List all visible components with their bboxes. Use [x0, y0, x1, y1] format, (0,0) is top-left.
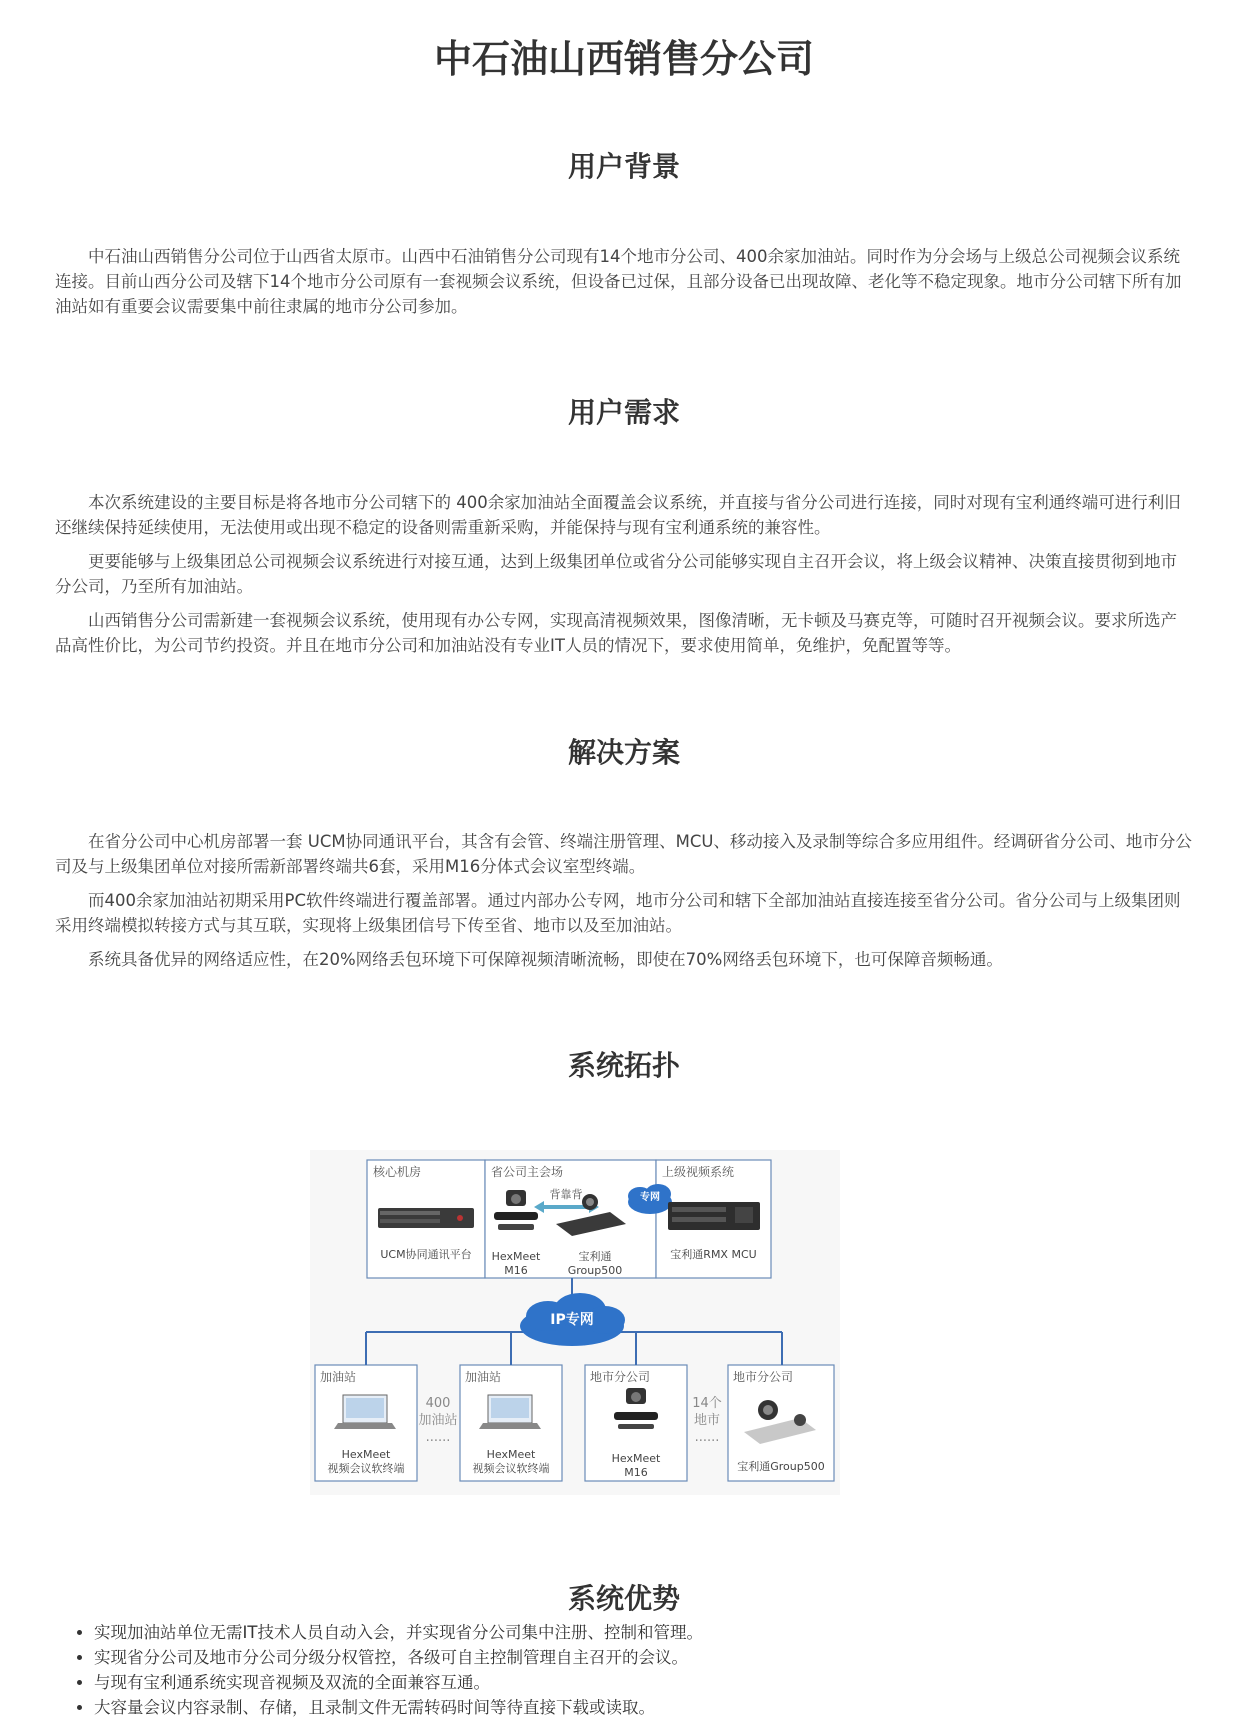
background-paragraph-1: 中石油山西销售分公司位于山西省太原市。山西中石油销售分公司现有14个地市分公司、400余家加油站。同时作为分会场与上级总公司视频会议系统连接。目前山西分公司及辖下14个地市分公司原有一套视频会议系统，但设备已过保，且部分设备已出现故障、老化等不稳定现象。地市分公司辖下所有加油站如有重要会议需要集中前往隶属的地市分公司参加。 — [55, 247, 1182, 316]
city-gap-note: 14个 地市 ...... — [692, 1396, 722, 1445]
background-heading: 用户背景 — [567, 150, 680, 183]
needs-paragraph-3: 山西销售分公司需新建一套视频会议系统，使用现有办公专网，实现高清视频效果，图像清晰，无卡顿及马赛克等，可随时召开视频会议。要求所选产品高性价比，为公司节约投资。并且在地市分公司和加油站没有专业IT人员的情况下，要求使用简单，免维护，免配置等等。 — [55, 611, 1177, 655]
station-1-caption: HexMeet 视频会议软终端 — [327, 1448, 405, 1475]
topology-diagram — [310, 1150, 840, 1495]
needs-paragraph-1: 本次系统建设的主要目标是将各地市分公司辖下的 400余家加油站全面覆盖会议系统，并直接与省分公司进行连接，同时对现有宝利通终端可进行利旧还继续保持延续使用，无法使用或出现不稳定的设备则需重新采购，并能保持与现有宝利通系统的兼容性。 — [55, 493, 1181, 537]
station-1-label: 加油站 — [320, 1370, 357, 1384]
city-1-label: 地市分公司 — [590, 1370, 651, 1384]
hexmeet-m16-caption: HexMeet M16 — [491, 1250, 541, 1277]
core-room-label: 核心机房 — [373, 1165, 422, 1179]
station-2-caption: HexMeet 视频会议软终端 — [472, 1448, 550, 1475]
city-2-label: 地市分公司 — [733, 1370, 794, 1384]
list-item: • 实现加油站单位无需IT技术人员自动入会，并实现省分公司集中注册、控制和管理。 — [94, 1620, 1194, 1645]
needs-heading: 用户需求 — [567, 396, 680, 429]
list-item: • 大容量会议内容录制、存储，且录制文件无需转码时间等待直接下载或读取。 — [94, 1695, 1194, 1720]
laptop-icon — [479, 1395, 541, 1429]
rmx-caption: 宝利通RMX MCU — [670, 1248, 757, 1261]
group500-caption: 宝利通 Group500 — [567, 1250, 623, 1277]
list-item: • 与现有宝利通系统实现音视频及双流的全面兼容互通。 — [94, 1670, 1194, 1695]
page-title: 中石油山西销售分公司 — [433, 37, 814, 81]
private-network-label: 专网 — [640, 1192, 660, 1203]
server-icon — [378, 1208, 474, 1228]
upper-system-label: 上级视频系统 — [662, 1165, 735, 1179]
advantages-heading: 系统优势 — [567, 1582, 680, 1615]
station-2-label: 加油站 — [465, 1370, 502, 1384]
topology-heading: 系统拓扑 — [567, 1049, 680, 1082]
ip-network-label: IP专网 — [550, 1312, 594, 1328]
solution-paragraph-3: 系统具备优异的网络适应性，在20%网络丢包环境下可保障视频清晰流畅，即使在70%网络丢包环境下，也可保障音频畅通。 — [88, 950, 1003, 969]
list-item: • 实现省分公司及地市分公司分级分权管控，各级可自主控制管理自主召开的会议。 — [94, 1645, 1194, 1670]
needs-paragraph-2: 更要能够与上级集团总公司视频会议系统进行对接互通，达到上级集团单位或省分公司能够实现自主召开会议，将上级会议精神、决策直接贯彻到地市分公司，乃至所有加油站。 — [55, 552, 1177, 596]
station-gap-note: 400 加油站 ...... — [418, 1396, 458, 1445]
solution-paragraph-1: 在省分公司中心机房部署一套 UCM协同通讯平台，其含有会管、终端注册管理、MCU、移动接入及录制等综合多应用组件。经调研省分公司、地市分公司及与上级集团单位对接所需新部署终端共6套，采用M16分体式会议室型终端。 — [55, 832, 1192, 876]
advantages-list — [90, 1620, 1194, 1720]
mcu-icon — [668, 1202, 760, 1230]
city-2-caption: 宝利通Group500 — [737, 1460, 825, 1473]
solution-paragraph-2: 而400余家加油站初期采用PC软件终端进行覆盖部署。通过内部办公专网，地市分公司和辖下全部加油站直接连接至省分公司。省分公司与上级集团则采用终端模拟转接方式与其互联，实现将上级集团信号下传至省、地市以及至加油站。 — [55, 891, 1181, 935]
back-to-back-label: 背靠背 — [549, 1188, 583, 1201]
main-venue-label: 省公司主会场 — [491, 1165, 564, 1179]
city-1-caption: HexMeet M16 — [611, 1452, 661, 1479]
ucm-caption: UCM协同通讯平台 — [380, 1248, 472, 1261]
solution-heading: 解决方案 — [567, 736, 680, 769]
laptop-icon — [334, 1395, 396, 1429]
